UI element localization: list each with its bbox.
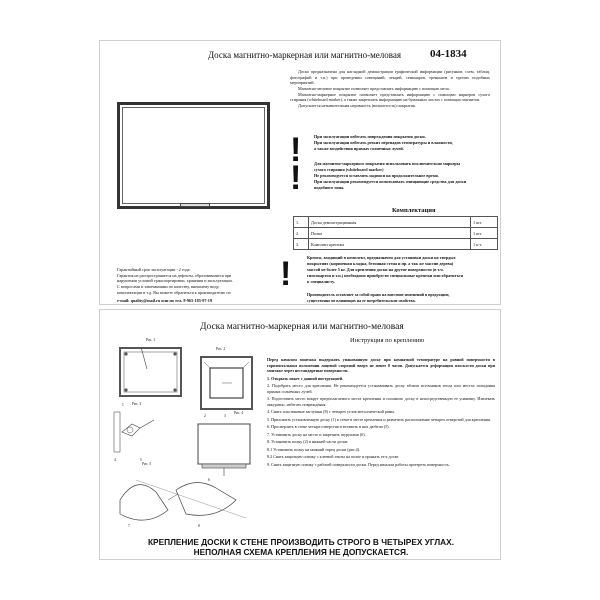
warning-line: Для магнитно-маркерного покрытия использовать исключительно маркеры — [314, 161, 461, 166]
figure-label: Рис. 5 — [142, 462, 152, 466]
warning-line: к специалисту. — [307, 278, 335, 284]
contact-line: e-mail: quality@mail.ru или по тел. 8-965-185-97-19 — [117, 298, 212, 303]
instructions-intro: Перед началом монтажа выдержать упакованную доску при комнатной температуре на ровной поверхности в горизонтальном положении лицевой стороной вверх не менее 8 часов. Допускается деформация плоскости доски при монтаже через нестандартные поверхности. — [267, 357, 495, 374]
kit-title: Комплектация — [392, 207, 436, 214]
mounting-title: Доска магнитно-маркерная или магнитно-меловая — [200, 322, 404, 332]
callout-number: 4 — [114, 458, 116, 462]
warning-line: Крепеж, входящий в комплект, предназначен для установки доски на твердых — [307, 255, 456, 260]
description-paragraph: Допускается незначительная неровность (волнистость) покрытия. — [298, 103, 416, 109]
instruction-step: 4. Снять пластиковые заглушки (8) с четырех углов металлической рамы. — [267, 409, 396, 415]
warning-line: гипсокартон и т.п.) необходимо приобрести специальные крепежи или обратиться — [307, 272, 463, 278]
warranty-text — [117, 267, 292, 295]
note-line: Производитель оставляет за собой право на внесение изменений в продукцию, — [307, 292, 450, 297]
instruction-step: 9. Снять защитную пленку с рабочей поверхности доски. Перед началом работы протереть поверхность. — [267, 461, 450, 467]
figure-label: Рис. 4 — [234, 411, 244, 415]
board-illustration — [117, 102, 270, 209]
warning-line: При эксплуатации избегать повреждения покрытия доски. — [314, 134, 426, 139]
warning-line: При эксплуатации избегать резких перепадов температуры и влажности, — [314, 139, 453, 145]
callout-number: 8 — [198, 524, 200, 528]
product-code: 04-1834 — [430, 48, 467, 60]
mounting-instructions — [267, 357, 495, 469]
kit-table — [293, 216, 498, 250]
warning-line: массой не более 5 кг. Для крепления доски на другие поверхности (в т.ч. — [307, 266, 444, 272]
callout-number: 2 — [204, 414, 206, 418]
warranty-line: С вопросами и замечаниями по качеству, внешнему виду, — [117, 284, 220, 290]
callout-number: 1 — [122, 403, 124, 407]
table-row — [294, 239, 498, 250]
note-line: существенно не влияющих на ее потребительские свойства. — [307, 297, 416, 303]
callout-number: 7 — [128, 524, 130, 528]
exclamation-icon: ! — [280, 255, 292, 293]
instruction-step: 5. Приложить установленную доску (1) к стене в месте крепления и разметить расположение четырех отверстий для крепления. — [267, 416, 491, 422]
figure-label: Рис. 1 — [146, 338, 156, 342]
warranty-line: Гарантия не распространяется на дефекты, образовавшиеся при — [117, 272, 232, 278]
kit-qty: 1 шт. — [471, 228, 498, 239]
product-title: Доска магнитно-маркерная или магнитно-меловая — [208, 50, 402, 60]
warranty-line: комплектации и т.д. Вы можете обратиться к производителю по — [117, 289, 231, 295]
description-paragraph: Магнитно-маркерное покрытие позволяет представлять информацию с помощью маркеров сухого стирания (whiteboard marker), а также закреплять информацию на бумажных листах с помощью магнитов. — [290, 91, 490, 103]
instruction-step: 8. Установить полку (2) в нижней части доски. — [267, 439, 349, 445]
kit-qty: 1 шт. — [471, 217, 498, 228]
instruction-step: 6. Просверлить в стене четыре отверстия и вставить в них дюбели (5). — [267, 424, 390, 430]
exclamation-icon: ! — [290, 131, 302, 169]
mounting-subtitle: Инструкция по креплению — [350, 337, 425, 344]
table-row — [294, 217, 498, 228]
kit-qty: 1 к-т. — [471, 239, 498, 250]
kit-num: 3. — [294, 239, 309, 250]
manufacturer-note — [307, 292, 450, 303]
description-paragraph: Доска предназначена для наглядной демонстрации графической информации (рисунков, схем, таблиц, фотографий и т.п.) при проведении совещаний, лекций, семинаров, тренингов и прочих подобных мероприятий. — [290, 69, 490, 86]
instruction-step: 7. Установить доску на место и закрепить шурупами (6). — [267, 431, 366, 437]
kit-name: Комплект крепежа — [309, 239, 471, 250]
kit-name: Доска демонстрационная — [309, 217, 471, 228]
warranty-line: нарушении условий транспортировки, хранения и эксплуатации. — [117, 278, 233, 284]
description-paragraph: Магнитно-меловое покрытие позволяет представлять информацию с помощью мела. — [298, 86, 450, 92]
warning-line: Не рекомендуется оставлять надписи на продолжительное время. — [314, 172, 439, 178]
product-description — [290, 69, 490, 109]
warning-line: покрытиях (кирпичная кладка, бетонная стена и пр. а так же массив дерева) — [307, 260, 454, 266]
board-tray — [180, 203, 210, 207]
kit-num: 1. — [294, 217, 309, 228]
figure-3-drawing — [110, 410, 160, 455]
figure-3 — [110, 410, 160, 455]
instruction-step: 8.1 Установить полку на нижний торец доски (рис.4). — [267, 446, 361, 452]
figure-label: Рис. 3 — [132, 402, 142, 406]
kit-num: 2. — [294, 228, 309, 239]
kit-name: Полка — [309, 228, 471, 239]
figure-1 — [119, 347, 182, 397]
figure-2-drawing — [202, 358, 251, 408]
figure-5 — [116, 470, 256, 528]
warning-line: При эксплуатации рекомендуется использовать очищающие средства для доски — [314, 178, 467, 184]
warranty-line: Гарантийный срок эксплуатации - 2 года. — [117, 267, 191, 272]
instruction-step: 8.2 Снять защитную пленку с клеевой ленты на полке и прижать ее к доске. — [267, 454, 400, 460]
warning-line: а также воздействия прямых солнечных лучей. — [314, 145, 404, 151]
footer-line: КРЕПЛЕНИЕ ДОСКИ К СТЕНЕ ПРОИЗВОДИТЬ СТРОГО В ЧЕТЫРЕХ УГЛАХ. — [147, 537, 455, 547]
callout-number: 5 — [140, 458, 142, 462]
warning-line: подобного типа. — [314, 184, 345, 190]
table-row — [294, 228, 498, 239]
callout-number: 6 — [208, 478, 210, 482]
callout-number: 3 — [224, 414, 226, 418]
instruction-step: 3. Подготовить место вокруг предполагаемого места крепления и положить доску в непосредственную ее упаковку. Извлекать аккуратно, избегать повреждения. — [267, 396, 495, 407]
warning-line: сухого стирания (whiteboard marker) — [314, 166, 384, 172]
figure-label: Рис. 2 — [216, 347, 226, 351]
mounting-sheet — [99, 309, 501, 560]
figure-1-drawing — [121, 349, 180, 395]
figure-5-drawing — [116, 470, 256, 528]
exclamation-icon: ! — [290, 159, 302, 197]
product-sheet — [99, 40, 501, 305]
footer-line: НЕПОЛНАЯ СХЕМА КРЕПЛЕНИЯ НЕ ДОПУСКАЕТСЯ. — [193, 546, 409, 557]
figure-2 — [200, 356, 253, 410]
mounting-warning-footer — [110, 538, 492, 558]
instruction-step: 1. Открыть пакет с данной инструкцией. — [267, 375, 344, 381]
instruction-step: 2. Подобрать место для крепления. Не рекомендуется устанавливать доску вблизи источников тепла или местах попадания прямых солнечных лучей. — [267, 383, 495, 394]
